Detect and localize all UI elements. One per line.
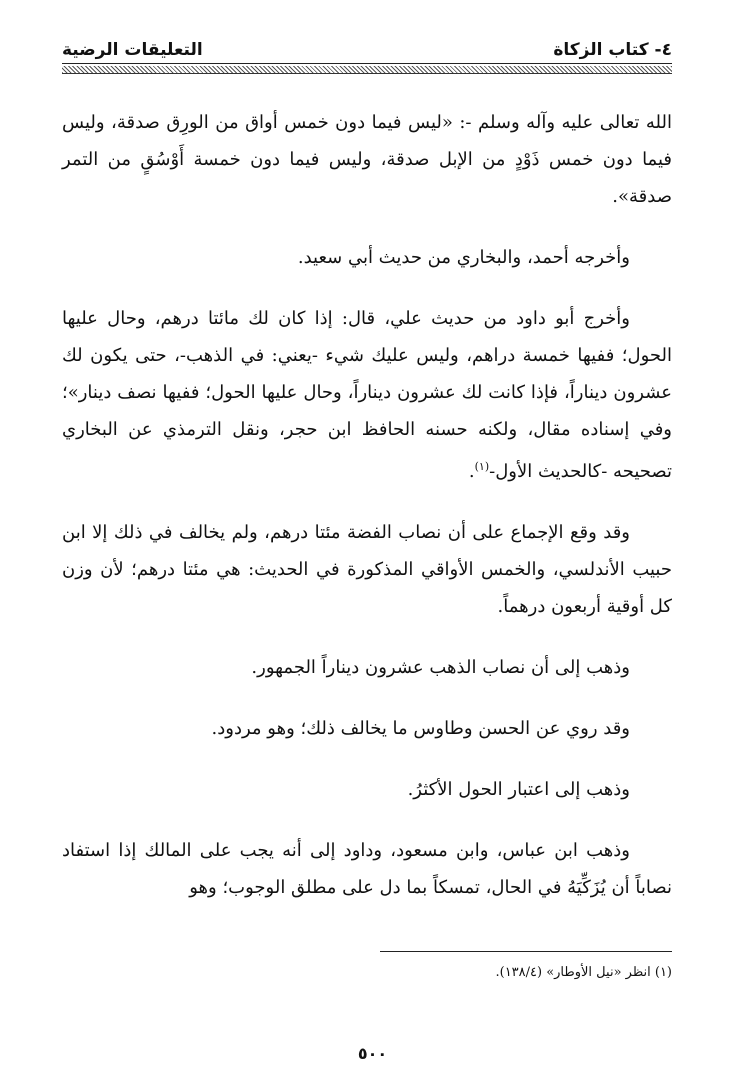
footnote-ref[interactable]: (١) — [474, 460, 490, 473]
header-rule — [62, 63, 672, 64]
paragraph-2: وأخرجه أحمد، والبخاري من حديث أبي سعيد. — [297, 247, 630, 268]
chapter-title: ٤- كتاب الزكاة — [553, 40, 672, 60]
paragraph-7: وذهب إلى اعتبار الحول الأكثرُ. — [407, 779, 630, 800]
footnote-separator — [380, 951, 672, 952]
paragraph-4: وقد وقع الإجماع على أن نصاب الفضة مئتا درهم، ولم يخالف في ذلك إلا ابن حبيب الأندلسي، والخمس الأواقي المذكورة في الحديث: هي مئتا درهم؛ لأن وزن كل أوقية أربعون درهماً. — [62, 522, 672, 617]
paragraph-5: وذهب إلى أن نصاب الذهب عشرون ديناراً الجمهور. — [251, 657, 630, 678]
paragraph-1: الله تعالى عليه وآله وسلم -: «ليس فيما دون خمس أواق من الورِق صدقة، وليس فيما دون خمس ذَوْدٍ من الإبل صدقة، وليس فيما دون خمسة أَوْسُقٍ من التمر صدقة». — [62, 112, 673, 207]
running-header — [62, 38, 672, 62]
book-title: التعليقات الرضية — [62, 40, 203, 60]
footnote: (١) انظر «نيل الأوطار» (١٣٨/٤). — [495, 965, 672, 980]
header-hatched-rule — [62, 66, 672, 74]
page-number: ٥٠٠ — [357, 1044, 388, 1063]
paragraph-6: وقد روي عن الحسن وطاوس ما يخالف ذلك؛ وهو مردود. — [211, 718, 630, 739]
paragraph-3: وأخرج أبو داود من حديث علي، قال: إذا كان لك مائتا درهم، وحال عليها الحول؛ ففيها خمسة دراهم، وليس عليك شيء -يعني: في الذهب-، حتى يكون لك عشرون ديناراً، فإذا كانت لك عشرون ديناراً، وحال عليها الحول؛ ففيها نصف دينار»؛ وفي إسناده مقال، ولكنه حسنه الحافظ ابن حجر، ونقل الترمذي عن البخاري تصحيحه -كالحديث الأول-$^{(١)}$. — [62, 308, 672, 482]
page-body — [62, 104, 672, 906]
paragraph-8: وذهب ابن عباس، وابن مسعود، وداود إلى أنه يجب على المالك إذا استفاد نصاباً أن يُزَكِّيَهُ في الحال، تمسكاً بما دل على مطلق الوجوب؛ وهو — [62, 840, 672, 898]
